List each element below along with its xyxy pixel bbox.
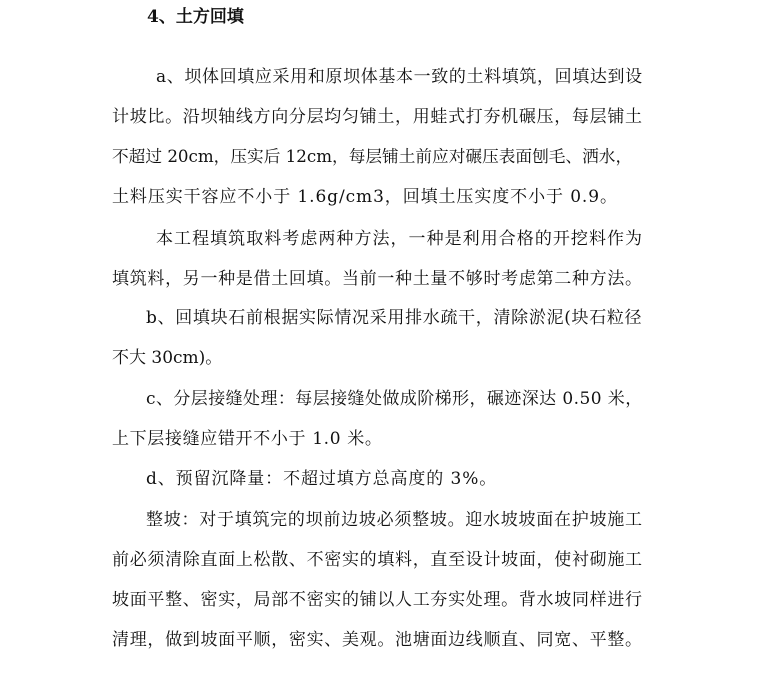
section-heading: 4、土方回填	[147, 7, 244, 27]
paragraph-line: 本工程填筑取料考虑两种方法，一种是利用合格的开挖料作为	[156, 229, 644, 249]
paragraph-line: 整坡：对于填筑完的坝前边坡必须整坡。迎水坡坡面在护坡施工	[146, 510, 643, 530]
paragraph-line: 坡面平整、密实，局部不密实的铺以人工夯实处理。背水坡同样进行	[112, 590, 643, 610]
paragraph-line: 不大 30cm)。	[112, 348, 223, 368]
paragraph-line: 清理，做到坡面平顺，密实、美观。池塘面边线顺直、同宽、平整。	[112, 630, 643, 650]
paragraph-line: 上下层接缝应错开不小于 1.0 米。	[112, 429, 383, 449]
paragraph-line: 计坡比。沿坝轴线方向分层均匀铺土，用蛙式打夯机碾压，每层铺土	[112, 107, 643, 127]
paragraph-line: a、坝体回填应采用和原坝体基本一致的土料填筑，回填达到设	[156, 67, 643, 87]
paragraph-line: 前必须清除直面上松散、不密实的填料，直至设计坡面，使衬砌施工	[112, 550, 643, 570]
paragraph-line: c、分层接缝处理：每层接缝处做成阶梯形，碾迹深达 0.50 米，	[146, 389, 643, 409]
paragraph-line: b、回填块石前根据实际情况采用排水疏干，清除淤泥(块石粒径	[146, 308, 643, 328]
paragraph-line: 不超过 20cm，压实后 12cm，每层铺土前应对碾压表面刨毛、洒水，	[112, 147, 633, 166]
paragraph-line: 土料压实干容应不小于 1.6g/cm3，回填土压实度不小于 0.9。	[112, 187, 618, 207]
paragraph-line: 填筑料，另一种是借土回填。当前一种土量不够时考虑第二种方法。	[112, 269, 643, 289]
paragraph-line: d、预留沉降量：不超过填方总高度的 3%。	[146, 469, 498, 489]
